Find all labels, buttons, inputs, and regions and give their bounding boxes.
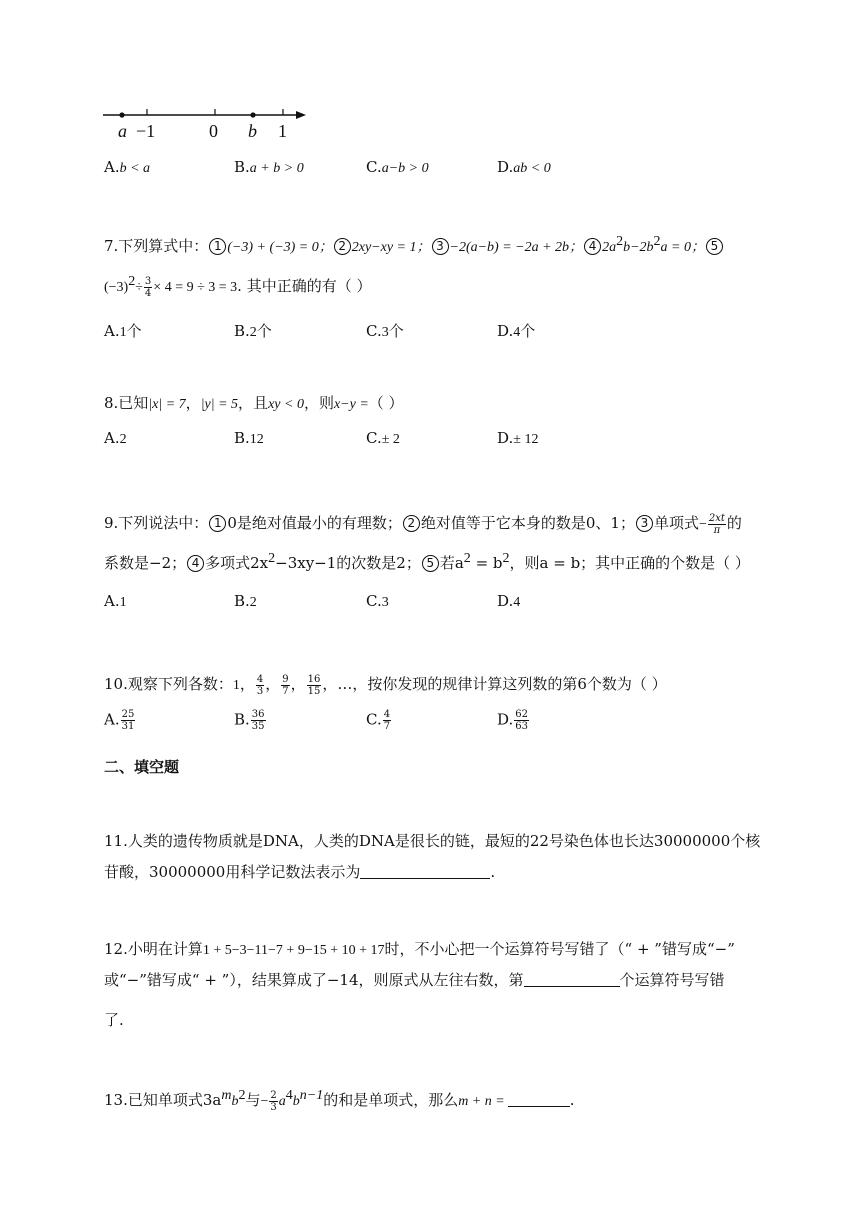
q6-option-c[interactable]: C.a−b > 0 <box>366 158 429 176</box>
circled-number-icon: 2 <box>403 515 420 532</box>
q8-line: 8.已知|x| = 7，|y| = 5，且xy < 0，则x−y =（ ） <box>104 394 404 412</box>
q10-line: 10.观察下列各数：1， $\frac{4}{3}$ ， $\frac{9}{7}$ ， $\frac{16}{15}$ ，…，按你发现的规律计算这列数的第6个数为（ ） <box>104 673 667 697</box>
q12-line3: 了. <box>104 1011 124 1029</box>
fraction: $\frac{2}{3}$ <box>270 1089 277 1113</box>
numberline-label-minus1: −1 <box>136 121 156 141</box>
answer-blank[interactable] <box>508 1092 570 1107</box>
q9-option-b[interactable]: B.2 <box>234 592 257 610</box>
q7-line1: 7.下列算式中： 1 (−3) + (−3) = 0； 2 2xy−xy = 1； 3 −2(a−b) = −2a + 2b； 4 $2a^2b-2b^2a = 0$； 5 <box>104 235 724 259</box>
fraction: $\frac{2xt}{\pi}$ <box>708 512 725 536</box>
q7-option-c[interactable]: C.3个 <box>366 322 404 340</box>
q12-line2: 或“−”错写成“ + ”），结果算成了−14，则原式从左往右数，第 个运算符号写错 <box>104 971 725 989</box>
q9-option-d[interactable]: D.4 <box>497 592 521 610</box>
fraction: $\frac{4}{3}$ <box>256 673 264 697</box>
circled-number-icon: 4 <box>584 238 601 255</box>
q6-option-b[interactable]: B.a + b > 0 <box>234 158 304 176</box>
q11-line2: 苷酸，30000000用科学记数法表示为 . <box>104 863 496 881</box>
circled-number-icon: 4 <box>187 555 204 572</box>
q13-line: 13.已知单项式$3a^mb^2$与− $\frac{2}{3}$ $a^4b^{n-1}$的和是单项式，那么m + n = . <box>104 1088 575 1113</box>
q9-line1: 9.下列说法中： 1 0是绝对值最小的有理数； 2 绝对值等于它本身的数是0、1； 3 单项式− $\frac{2xt}{\pi}$ 的 <box>104 512 742 536</box>
circled-number-icon: 3 <box>636 515 653 532</box>
fraction: $\frac{16}{15}$ <box>307 673 321 697</box>
fraction: $\frac{3}{4}$ <box>144 275 152 299</box>
q6-option-d[interactable]: D.ab < 0 <box>497 158 551 176</box>
q10-option-b[interactable]: B. $\frac{36}{35}$ <box>234 709 265 732</box>
fraction: $\frac{9}{7}$ <box>282 673 289 697</box>
q6-option-a[interactable]: A.b < a <box>104 158 151 176</box>
circled-number-icon: 1 <box>209 515 226 532</box>
q10-option-d[interactable]: D. $\frac{62}{63}$ <box>497 709 528 732</box>
q9-option-c[interactable]: C.3 <box>366 592 389 610</box>
q7-line2: $(-3)^2\div$ $\frac{3}{4}$ × 4 = 9 ÷ 3 = 3. 其中正确的有（ ） <box>104 274 372 299</box>
q10-option-c[interactable]: C. $\frac{4}{7}$ <box>366 709 391 732</box>
q9-line2: 系数是−2； 4 多项式$2x^2-3xy-1$的次数是2； 5 若$a^2 = b^2$，则a = b；其中正确的个数是（ ） <box>104 551 750 572</box>
circled-number-icon: 3 <box>432 238 449 255</box>
q8-option-d[interactable]: D.± 12 <box>497 429 539 447</box>
q12-line1: 12.小明在计算1 + 5−3−11−7 + 9−15 + 10 + 17时，不小心把一个运算符号写错了（“ + ”错写成“−” <box>104 940 735 958</box>
q7-option-b[interactable]: B.2个 <box>234 322 272 340</box>
q11-line1: 11.人类的遗传物质就是DNA，人类的DNA是很长的链，最短的22号染色体也长达30000000个核 <box>104 832 761 850</box>
q8-option-c[interactable]: C.± 2 <box>366 429 400 447</box>
numberline-label-b: b <box>248 121 257 141</box>
q10-option-a[interactable]: A. $\frac{25}{31}$ <box>104 709 135 732</box>
answer-blank[interactable] <box>360 864 490 879</box>
q8-option-b[interactable]: B.12 <box>234 429 264 447</box>
circled-number-icon: 2 <box>334 238 351 255</box>
q7-option-a[interactable]: A.1个 <box>104 322 142 340</box>
numberline-label-a: a <box>118 121 127 141</box>
circled-number-icon: 5 <box>706 238 723 255</box>
answer-blank[interactable] <box>524 972 620 987</box>
numberline-label-1: 1 <box>278 121 287 141</box>
numberline-label-0: 0 <box>209 121 218 141</box>
q8-option-a[interactable]: A.2 <box>104 429 127 447</box>
q7-option-d[interactable]: D.4个 <box>497 322 536 340</box>
circled-number-icon: 5 <box>422 555 439 572</box>
q9-option-a[interactable]: A.1 <box>104 592 127 610</box>
section-title: 二、填空题 <box>104 758 180 776</box>
circled-number-icon: 1 <box>209 238 226 255</box>
